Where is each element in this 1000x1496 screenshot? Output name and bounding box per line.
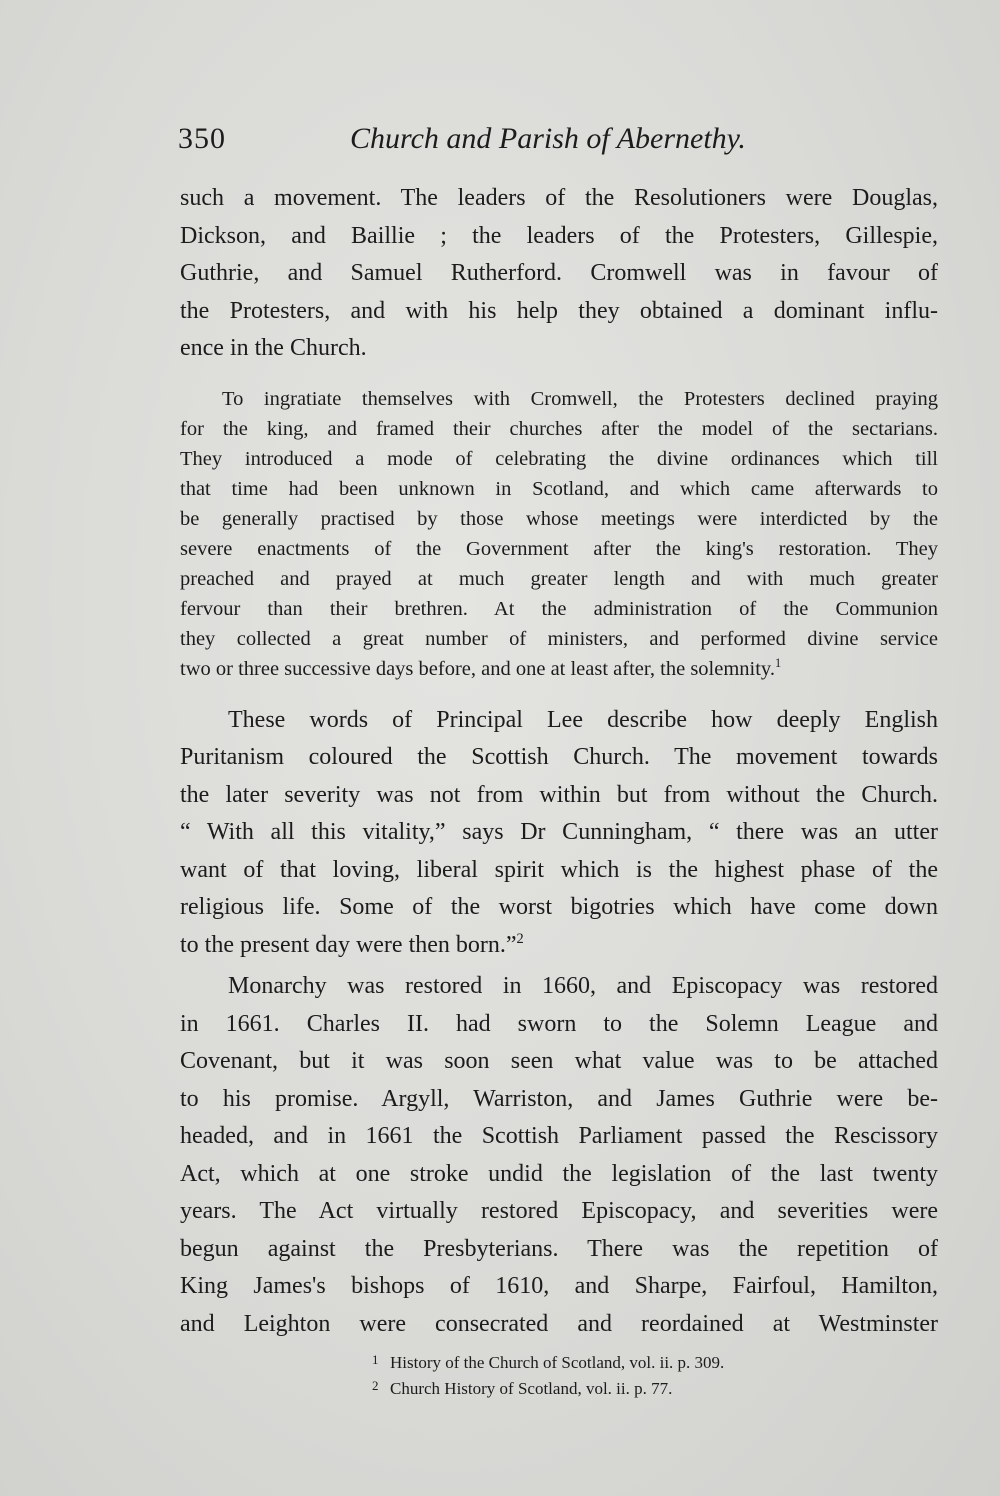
text-line: to his promise. Argyll, Warriston, and James Guthrie were be-: [180, 1085, 938, 1112]
text-line: Dickson, and Baillie ; the leaders of the Protesters, Gillespie,: [180, 222, 938, 249]
quote-line-last: [180, 654, 938, 684]
text-line: Act, which at one stroke undid the legislation of the last twenty: [180, 1160, 938, 1187]
text-line: the Protesters, and with his help they obtained a dominant influ-: [180, 297, 938, 324]
text-line-content: to the present day were then born.”: [180, 931, 517, 958]
footnote-ref-2[interactable]: 2: [516, 930, 524, 947]
footnote-1: [372, 1350, 852, 1376]
paragraph-3: [180, 968, 940, 1343]
text-line: want of that loving, liberal spirit which is the highest phase of the: [180, 856, 938, 883]
main-text: [180, 180, 940, 1343]
quote-line: they collected a great number of ministers, and performed divine service: [180, 627, 938, 650]
text-line: Covenant, but it was soon seen what value was to be attached: [180, 1048, 938, 1074]
text-line: and Leighton were consecrated and reordained at Westminster: [180, 1310, 938, 1337]
footnote-text: Church History of Scotland, vol. ii. p. 77.: [390, 1379, 673, 1398]
text-line: King James's bishops of 1610, and Sharpe, Fairfoul, Hamilton,: [180, 1273, 938, 1299]
quote-line: preached and prayed at much greater length and with much greater: [180, 567, 938, 590]
footnote-2: [372, 1376, 852, 1402]
block-quote: [180, 384, 940, 684]
text-line: Monarchy was restored in 1660, and Episcopacy was restored: [228, 973, 938, 999]
text-line: headed, and in 1661 the Scottish Parliament passed the Rescissory: [180, 1123, 938, 1149]
text-line: such a movement. The leaders of the Resolutioners were Douglas,: [180, 185, 938, 211]
page-number: 350: [178, 122, 226, 155]
text-line: “ With all this vitality,” says Dr Cunningham, “ there was an utter: [180, 819, 938, 845]
quote-line: be generally practised by those whose meetings were interdicted by the: [180, 507, 938, 530]
text-line: Guthrie, and Samuel Rutherford. Cromwell was in favour of: [180, 260, 938, 286]
footnotes: [372, 1350, 852, 1402]
text-line: These words of Principal Lee describe how deeply English: [228, 706, 938, 733]
quote-line: They introduced a mode of celebrating the divine ordinances which till: [180, 447, 938, 470]
quote-line: severe enactments of the Government after the king's restoration. They: [180, 537, 938, 560]
footnote-text: History of the Church of Scotland, vol. ii. p. 309.: [390, 1353, 725, 1372]
quote-line-text: two or three successive days before, and one at least after, the solemnity.: [180, 657, 775, 680]
running-head: [178, 122, 778, 166]
running-title: Church and Parish of Abernethy.: [350, 122, 746, 155]
text-line: ence in the Church.: [180, 335, 367, 361]
quote-line: To ingratiate themselves with Cromwell, the Protesters declined praying: [222, 387, 938, 410]
quote-line: fervour than their brethren. At the administration of the Communion: [180, 597, 938, 620]
text-line: begun against the Presbyterians. There was the repetition of: [180, 1235, 938, 1262]
text-line: in 1661. Charles II. had sworn to the Solemn League and: [180, 1010, 938, 1037]
footnote-marker: 1: [372, 1352, 379, 1367]
text-line: years. The Act virtually restored Episcopacy, and severities were: [180, 1198, 938, 1224]
paragraph-1: [180, 180, 940, 368]
text-line-last: [180, 927, 938, 965]
footnote-marker: 2: [372, 1378, 379, 1393]
quote-line: for the king, and framed their churches after the model of the sectarians.: [180, 417, 938, 440]
text-line: Puritanism coloured the Scottish Church. The movement towards: [180, 744, 938, 770]
text-line: the later severity was not from within but from without the Church.: [180, 781, 938, 808]
quote-line: that time had been unknown in Scotland, and which came afterwards to: [180, 477, 938, 500]
footnote-ref-1[interactable]: 1: [774, 655, 782, 670]
paragraph-2: [180, 702, 940, 965]
text-line: religious life. Some of the worst bigotries which have come down: [180, 894, 938, 920]
